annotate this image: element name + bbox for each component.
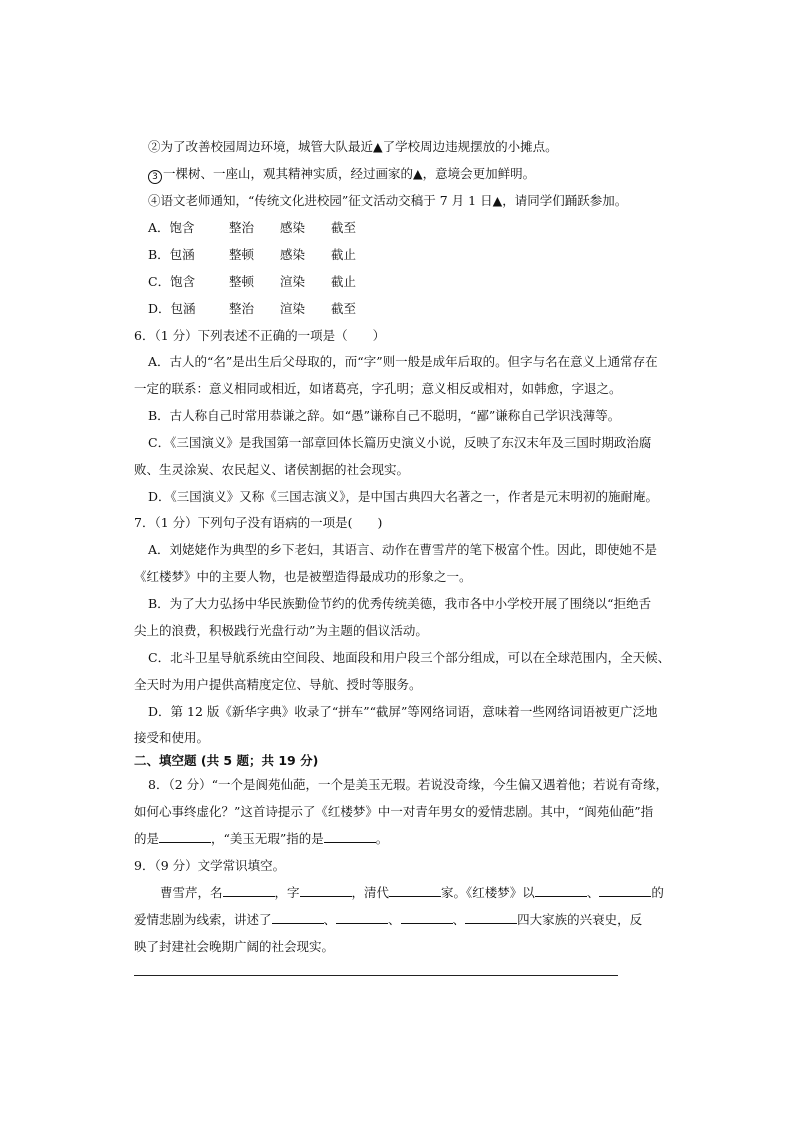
q9-text: 、 (388, 912, 401, 927)
q6-stem: 6．（1 分）下列表述不正确的一项是（ ） (134, 328, 386, 343)
q7-option-a[interactable]: A．刘姥姥作为典型的乡下老妇，其语言、动作在曹雪芹的笔下极富个性。因此，即使她不是 (148, 542, 658, 557)
q9-text: 四大家族的兴衰史，反 (517, 912, 643, 927)
circled-three-icon: 3 (148, 170, 162, 184)
q5-sentence-4: ④语文老师通知，“传统文化进校园”征文活动交稿于 7 月 1 日▲，请同学们踊跃参加。 (148, 193, 628, 208)
q7-option-d-cont: 接受和使用。 (134, 730, 210, 745)
q9-line-3: 映了封建社会晚期广阔的社会现实。 (134, 939, 335, 954)
answer-blank[interactable] (223, 884, 275, 897)
option-letter: C．饱含 (148, 274, 196, 289)
q6-option-c[interactable]: C．《三国演义》是我国第一部章回体长篇历史演义小说，反映了东汉末年及三国时期政治腐 (148, 435, 652, 450)
q9-line-1 (160, 884, 664, 902)
q5-option-b[interactable] (148, 246, 195, 264)
q9-text: 、 (323, 912, 337, 927)
answer-blank[interactable] (389, 884, 441, 897)
option-word: 整治 (229, 220, 255, 235)
option-word: 整顿 (229, 247, 255, 262)
option-word: 整治 (229, 301, 255, 316)
q8-text: 。 (375, 831, 389, 846)
option-word: 截止 (331, 274, 357, 289)
q9-text: ，清代 (351, 885, 390, 900)
answer-blank[interactable] (324, 830, 376, 843)
q9-text: 曹雪芹，名 (160, 885, 223, 900)
answer-blank[interactable] (599, 884, 651, 897)
q9-text: ，字 (274, 885, 300, 900)
q5-sentence-3 (148, 165, 535, 184)
q6-option-d[interactable]: D．《三国演义》又称《三国志演义》，是中国古典四大名著之一，作者是元末明初的施耐庵。 (148, 489, 659, 504)
q9-line-2 (134, 911, 642, 929)
q8-line-1: 8．（2 分）“一个是阆苑仙葩，一个是美玉无瑕。若说没奇缘，今生偏又遇着他；若说有奇缘， (148, 777, 669, 792)
option-letter: A．饱含 (148, 220, 195, 235)
q8-text: 的是 (134, 831, 160, 846)
q7-option-c[interactable]: C．北斗卫星导航系统由空间段、地面段和用户段三个部分组成，可以在全球范围内，全天候、 (148, 650, 671, 665)
q7-option-d[interactable]: D．第 12 版《新华字典》收录了“拼车”“截屏”等网络词语，意味着一些网络词语被更广泛地 (148, 704, 658, 719)
q9-text: 、 (586, 885, 600, 900)
q5-sentence-3-text: 一棵树、一座山，观其精神实质，经过画家的▲，意境会更加鲜明。 (163, 166, 536, 181)
answer-blank[interactable] (535, 884, 587, 897)
answer-blank[interactable] (272, 911, 324, 924)
q6-option-a[interactable]: A．古人的“名”是出生后父母取的，而“字”则一般是成年后取的。但字与名在意义上通常存在 (148, 354, 658, 369)
option-word: 感染 (280, 220, 306, 235)
q5-option-a[interactable] (148, 219, 195, 237)
q9-text: 的 (651, 885, 664, 900)
option-word: 截至 (331, 220, 357, 235)
answer-blank[interactable] (159, 830, 211, 843)
option-word: 截止 (331, 247, 357, 262)
q8-text: ，“美玉无瑕”指的是 (211, 831, 324, 846)
option-word: 整顿 (229, 274, 255, 289)
q9-stem: 9．（9 分）文学常识填空。 (134, 858, 286, 873)
q8-line-3 (134, 830, 388, 848)
answer-rule[interactable] (134, 975, 618, 976)
q7-option-c-cont: 全天时为用户提供高精度定位、导航、授时等服务。 (134, 677, 422, 692)
option-word: 渲染 (280, 274, 306, 289)
option-word: 截至 (331, 301, 357, 316)
q6-option-a-cont: 一定的联系：意义相同或相近，如诸葛亮，字孔明；意义相反或相对，如韩愈，字退之。 (134, 381, 622, 396)
q6-option-c-cont: 败、生灵涂炭、农民起义、诸侯割据的社会现实。 (134, 462, 410, 477)
q8-line-2: 如何心事终虚化？”这首诗提示了《红楼梦》中一对青年男女的爱情悲剧。其中，“阆苑仙葩”指 (134, 804, 654, 819)
section-heading: 二、填空题 (共 5 题；共 19 分) (134, 753, 319, 768)
q7-option-a-cont: 《红楼梦》中的主要人物，也是被塑造得最成功的形象之一。 (134, 569, 472, 584)
q9-text: 、 (452, 912, 466, 927)
q6-option-b[interactable]: B．古人称自己时常用恭谦之辞。如“愚”谦称自己不聪明，“鄙”谦称自己学识浅薄等。 (148, 408, 621, 423)
q5-option-c[interactable] (148, 273, 195, 291)
option-letter: D．包涵 (148, 301, 196, 316)
q7-stem: 7．（1 分）下列句子没有语病的一项是( ) (134, 515, 383, 530)
answer-blank[interactable] (300, 884, 352, 897)
q9-text: 爱情悲剧为线索，讲述了 (134, 912, 272, 927)
option-word: 感染 (280, 247, 306, 262)
q5-sentence-2: ②为了改善校园周边环境，城管大队最近▲了学校周边违规摆放的小摊点。 (148, 139, 558, 154)
option-letter: B．包涵 (148, 247, 195, 262)
q5-option-d[interactable] (148, 300, 196, 318)
answer-blank[interactable] (465, 911, 517, 924)
q7-option-b[interactable]: B．为了大力弘扬中华民族勤俭节约的优秀传统美德，我市各中小学校开展了围绕以“拒绝舌 (148, 596, 652, 611)
answer-blank[interactable] (336, 911, 388, 924)
answer-blank[interactable] (401, 911, 453, 924)
q7-option-b-cont: 尖上的浪费，积极践行光盘行动”为主题的倡议活动。 (134, 623, 428, 638)
option-word: 渲染 (280, 301, 306, 316)
q9-text: 家。《红楼梦》以 (441, 885, 535, 900)
